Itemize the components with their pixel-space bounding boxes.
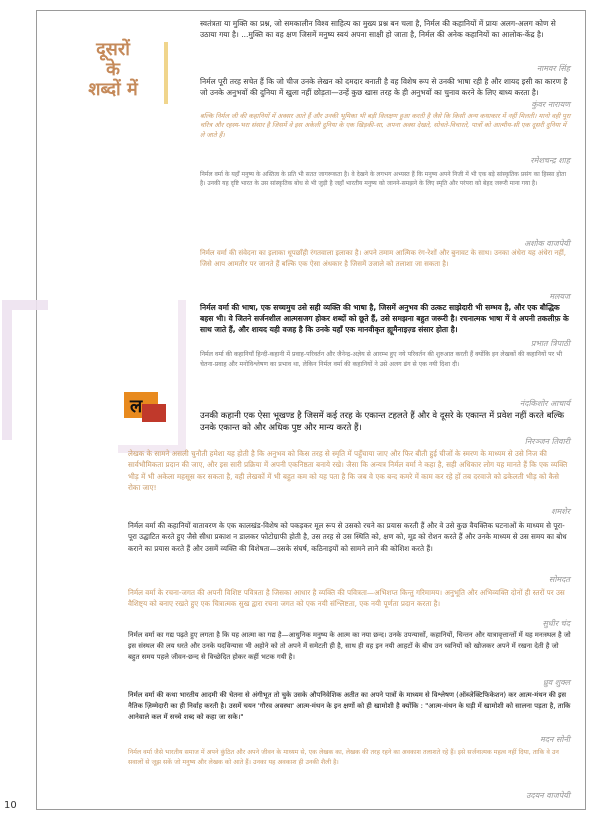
quote-text: निर्मल वर्मा जैसे भारतीय समाज में अपने कुंठित और अपने जीवन के माध्यम से, एक लेखक का, लेखक की तरह रहने का अवकाश तलाशते रहे हैं। इसे सर्जनात्मक महत्व नहीं दिया, ताकि वे उन सवालों से जूझ सकें जो मनुष्य और लेखक को आते हैं। उनका यह अवकाश ही उनकी शैली है।	[128, 749, 559, 766]
logo-red-block	[142, 404, 166, 422]
quote-text: निर्मल वर्मा के यहाँ मनुष्य के अस्तित्व के प्रति भी सतत जागरूकता है। वे देखने के लगभग अभ्यस्त हैं कि मनुष्य अपने निजी में भी एक बड़े सांस्कृतिक प्रसंग का हिस्सा होता है। उनकी यह दृष्टि भारत के उस सांस्कृतिक बोध से भी जुड़ी है जहाँ भारतीय मनुष्य को जानने-समझने के लिए स्मृति और परंपरा को बेहद जरूरी माना गया है।	[200, 171, 567, 188]
quote-author: मदन सोनी	[539, 735, 570, 744]
quote-text: निर्मल वर्मा की भाषा, एक सच्चमुच उसे सही व्यक्ति की भाषा है, जिसमें अनुभव की उत्कट साझेदारी भी सम्भव है, और एक बौद्धिक बहस भी। वे जितने सर्जनशील आत्मसजग होकर शब्दों को छूते हैं, उसे समझना बहुत जरूरी है। रचनात्मक भाषा में वे अपनी तकलीफ़ के साथ जाते हैं, और शायद यही वजह है कि उनके यहाँ एक मानवीकृत ह्यूमैनाइज़्ड संसार होता है।	[200, 303, 569, 334]
logo	[124, 392, 166, 422]
quote-text: लेखक के सामने असली चुनौती हमेशा यह होती है कि अनुभव को किस तरह से स्मृति में पहुँचाया जाए और फिर बीती हुई चीजों के स्मरण के माध्यम से उसे निज की सार्वभौमिकता प्रदान की जाए, और इस सारी प्रक्रिया में अपनी एकनिष्ठता बनाये रखे। जैसा कि अन्यत्र निर्मल वर्मा ने कहा है, सही अधिकार लोग यह मानते हैं कि एक व्यक्ति भीड़ में भी अकेला महसूस कर सकता है, वही लेखकों में भी बहुत कम को यह पता है कि जब वे एक बन्द कमरे में काम कर रहे हों तब दरवाजे को ढकेलती भीड़ को कैसे रोका जाए!	[128, 449, 568, 493]
quote-text: निर्मल वर्मा का गद्य पढ़ते हुए लगता है कि यह आत्मा का गद्य है—आधुनिक मनुष्य के आत्म का नया छन्द। उनके उपन्यासों, कहानियों, चिन्तन और यात्रावृत्तान्तों में यह मनःस्थल है जो इस संस्थल की लय धरते और उनके यदविन्यास भी अहोने को तो अपने में समेटती ही है, साथ ही वह इन नयी आहटों के बीच उन ध्वनियों को खोजकर अपने में रखना देती है जो बहुत समय पहले जीवन-छन्द से विच्छेदित होकर कहीं भटक गयी है।	[128, 631, 571, 661]
quote-text: बल्कि निर्मल जी की कहानियों में अक्सर आते हैं और उनकी भूमिका भी बड़ी विलक्षण हुआ करती है जैसे कि किसी अन्य कथाकार में नहीं मिलती। मानो वही पूरा चरित्र और रहस्य-भरा संसार है जिसमें वे इस अकेली दुनिया के एक खिड़की-सा, अपना अक्स देखते, सोचते-विचारते, पात्रों को आत्मीय-सी एक दूसरी दुनिया में ले जाते हैं।	[200, 112, 571, 139]
quote-text: उनकी कहानी एक ऐसा भूखण्ड है जिसमें कई तरह के एकान्त टहलते हैं और वे दूसरे के एकान्त में प्रवेश नहीं करते बल्कि उनके एकान्त को और अधिक पुष्ट और मान्य करते हैं।	[200, 411, 565, 433]
quote-author: उदयन वाजपेयी	[526, 791, 570, 800]
logo-glyph: ल	[130, 396, 143, 417]
page-number: 10	[4, 800, 17, 811]
quote-author: प्रभात त्रिपाठी	[530, 339, 570, 348]
quote-text: निर्मल वर्मा की कहानियों वातावरण के एक कालखंड-विशेष को पकड़कर मूल रूप से उसको रचने का प्रयास करती हैं और वे उसे कुछ वैयक्तिक घटनाओं के माध्यम से पूरा-पूरा उद्घाटित करते हुए जैसे सीधा प्रकाश न डालकर फोटोग्राफी होती है, उस तरह से उस स्थिति को, क्षण को, मूड को रोशन करते हैं और उनके माध्यम से उस समय का बोध कराने का प्रयास करते हैं और उसमें व्यक्ति की विशेषता—उसके संघर्ष, कठिनाइयों को सामने लाने की कोशिश करते हैं।	[128, 521, 567, 553]
quote-author: निरञ्जन तिवारी	[524, 437, 570, 446]
quote-author: नंदकिशोर आचार्य	[519, 399, 570, 408]
quote-author: रमेशचन्द्र शाह	[530, 156, 570, 165]
section-heading	[68, 40, 158, 100]
quote-author: शमशेर	[551, 507, 570, 516]
quote-author: मलयज	[549, 292, 570, 301]
heading-line: के	[106, 59, 120, 80]
quote-author: कुंवर नारायण	[531, 100, 570, 109]
quote-text: निर्मल वर्मा की कथा भारतीय आदमी की चेतना से अंगीभूत तो चुके उसके औपनिवेशिक अतीत का अपने पात्रों के माध्यम से विश्लेषण (ऑब्जेक्टिफिकेशन) कर आत्म-मंथन की इस नैतिक ज़िम्मेदारी का ही निर्वाह करती है। उसमें चयन 'गौरव अवस्था' आत्म-मंथन के इन क्षणों को ही खामोशी है क्योंकि : "आत्म-मंथन के घड़ी में खामोशी को सालना पड़ता है, ताकि आनेवाले कल में सच्चे शब्द को कहा जा सके।"	[128, 691, 571, 721]
quote-text: निर्मल वर्मा की संवेदना का इलाका धूपछाँही रंगतवाला इलाका है। अपने तमाम आत्मिक रंग-रेशों और बुनावट के साथ। उनका अंधेरा यह अंधेरा नहीं, जिसे आप आमतौर पर जानते हैं बल्कि एक ऐसा अंधकार है जिसमें उजाले को तलाशा जा सकता है।	[200, 249, 567, 268]
quote-author: सोमदत	[548, 575, 570, 584]
decorative-glyph	[118, 300, 186, 453]
quote-text: स्वतंत्रता या मुक्ति का प्रश्न, जो समकालीन विश्व साहित्य का मुख्य प्रश्न बन चला है, निर्मल की कहानियों में प्रायः अलग-अलग कोण से उठाया गया है। ...मुक्ति का वह क्षण जिसमें मनुष्य स्वयं अपना साक्षी हो जाता है, निर्मल की अनेक कहानियों का आलोक-केंद्र है।	[200, 19, 556, 39]
quote-text: निर्मल पूरी तरह सचेत हैं कि जो चीज उनके लेखन को दमदार बनाती है वह विशेष रूप से उनकी भाषा रही है और शायद इसी का कारण है जो उनके अनुभवों की दुनिया में खुला नहीं छोड़ता—उन्हें कुछ खास तरह के ही अनुभवों का चुनाव करने के लिए बाध्य करता है।	[200, 77, 568, 97]
heading-line: दूसरों	[96, 39, 130, 60]
heading-line: शब्दों में	[88, 79, 138, 100]
quote-author: सुधीर चंद	[542, 619, 570, 628]
quote-author: अशोक वाजपेयी	[523, 239, 570, 248]
heading-accent-bar	[164, 42, 168, 104]
quote-text: निर्मल वर्मा के रचना-जगत की अपनी विशिष्ट पवित्रता है जिसका आधार है व्यक्ति की पवित्रता—अभिशप्त किन्तु गरिमामय। अनुभूति और अभिव्यक्ति दोनों ही स्तरों पर उस वैशिष्ट्य को बनाए रखते हुए एक चित्रात्मक सुख द्वारा रचना जगत को एक नयी संश्लिष्टता, एक नयी पूर्णता प्रदान करता है।	[128, 588, 565, 609]
quote-author: ध्रुव शुक्ल	[542, 678, 570, 687]
decorative-glyph	[2, 300, 48, 440]
quote-text: निर्मल वर्मा की कहानियाँ हिन्दी-कहानी में प्रवाह-परिवर्तन और जैनेन्द्र-अज्ञेय से आरम्भ हुए नये परिवर्तन की शुरुआत करती हैं क्योंकि इन लेखकों की कहानियों पर भी चेतना-प्रवाह और मनोविश्लेषण का प्रभाव था, लेकिन निर्मल वर्मा की कहानियों ने उसे अलग ढंग से एक नयी दिशा दी।	[200, 351, 563, 368]
quote-author: नामवर सिंह	[536, 64, 570, 73]
